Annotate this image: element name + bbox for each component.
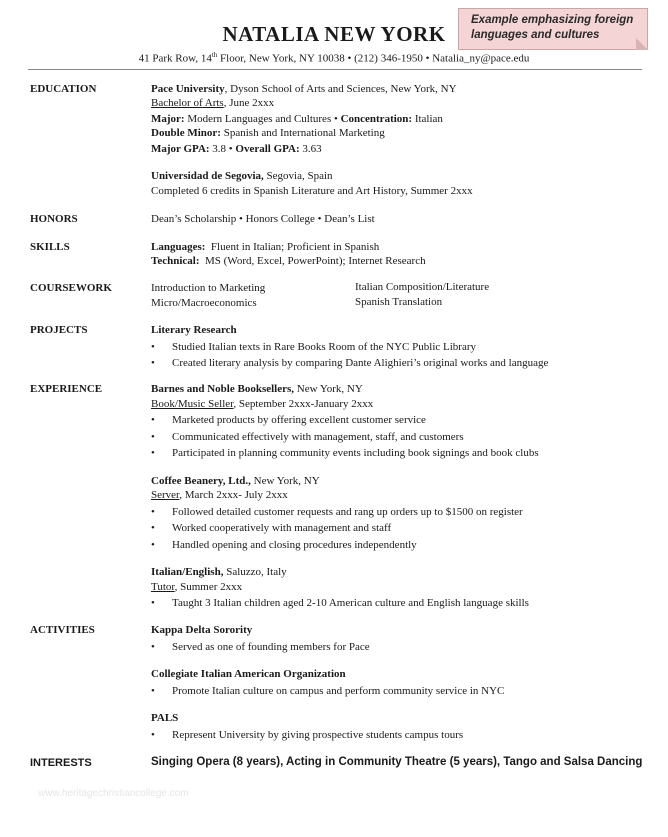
bullet: • xyxy=(151,447,155,459)
bullet: • xyxy=(151,522,155,534)
edu-ogpa-value: 3.63 xyxy=(299,143,322,155)
watermark: www.heritagechristiancollege.com xyxy=(38,788,189,799)
bullet-text: Worked cooperatively with management and staff xyxy=(172,522,392,534)
bullet-text: Followed detailed customer requests and rang up orders up to $1500 on register xyxy=(172,506,523,518)
skills-technical-label: Technical: xyxy=(151,255,200,267)
list-item xyxy=(151,684,504,698)
contact-ordinal-suffix: th xyxy=(211,51,218,59)
activity-title: PALS xyxy=(151,712,179,724)
list-item xyxy=(151,430,464,444)
job-heading xyxy=(151,474,320,488)
bullet-text: Taught 3 Italian children aged 2-10 American culture and English language skills xyxy=(172,597,529,609)
job-heading xyxy=(151,382,363,396)
job-role-line xyxy=(151,397,373,411)
edu-major-line xyxy=(151,112,443,126)
bullet: • xyxy=(151,357,155,369)
job-role: Book/Music Seller xyxy=(151,398,234,410)
bullet: • xyxy=(151,597,155,609)
course-item: Introduction to Marketing xyxy=(151,282,266,294)
job-dates: , September 2xxx-January 2xxx xyxy=(233,398,374,410)
edu-conc-label: Concentration: xyxy=(340,113,413,125)
section-interests: INTERESTS xyxy=(30,757,92,769)
skills-languages-line xyxy=(151,240,379,254)
bullet: • xyxy=(151,539,155,551)
bullet: • xyxy=(151,506,155,518)
project-title: Literary Research xyxy=(151,324,237,336)
bullet-text: Participated in planning community events including book signings and book clubs xyxy=(172,447,539,459)
edu-major-value: Modern Languages and Cultures • xyxy=(184,113,341,125)
section-honors: HONORS xyxy=(30,213,78,225)
bullet: • xyxy=(151,641,155,653)
bullet-text: Represent University by giving prospective students campus tours xyxy=(172,729,464,741)
skills-languages-label: Languages: xyxy=(151,241,206,253)
list-item xyxy=(151,521,391,535)
section-experience: EXPERIENCE xyxy=(30,383,103,395)
bullet: • xyxy=(151,341,155,353)
list-item xyxy=(151,446,539,460)
header-divider xyxy=(28,69,642,70)
edu-segovia-line xyxy=(151,169,333,183)
edu-gpa-label: Major GPA: xyxy=(151,143,210,155)
job-location: Saluzzo, Italy xyxy=(223,566,287,578)
edu-pace-line xyxy=(151,82,457,96)
bullet-text: Communicated effectively with management, staff, and customers xyxy=(172,431,464,443)
edu-ogpa-label: Overall GPA: xyxy=(235,143,300,155)
job-role: Tutor xyxy=(151,581,175,593)
job-heading xyxy=(151,565,287,579)
course-item: Italian Composition/Literature xyxy=(355,281,490,293)
edu-segovia-location: Segovia, Spain xyxy=(263,170,333,182)
bullet: • xyxy=(151,685,155,697)
bullet-text: Handled opening and closing procedures independently xyxy=(172,539,417,551)
edu-segovia-school: Universidad de Segovia, xyxy=(151,170,264,182)
bullet-text: Promote Italian culture on campus and perform community service in NYC xyxy=(172,685,505,697)
job-org: Italian/English, xyxy=(151,566,224,578)
edu-degree: Bachelor of Arts xyxy=(151,97,224,109)
job-org: Barnes and Noble Booksellers, xyxy=(151,383,295,395)
contact-line xyxy=(0,51,668,65)
list-item xyxy=(151,728,463,742)
bullet-text: Studied Italian texts in Rare Books Room of the NYC Public Library xyxy=(172,341,476,353)
contact-address-start: 41 Park Row, 14 xyxy=(138,52,212,65)
job-role-line xyxy=(151,488,288,502)
honors-text: Dean’s Scholarship • Honors College • Dean’s List xyxy=(151,213,375,225)
bullet: • xyxy=(151,431,155,443)
contact-address-rest: Floor, New York, NY 10038 • (212) 346-1950 • Natalia_ny@pace.edu xyxy=(217,52,530,65)
resume-name: NATALIA NEW YORK xyxy=(222,22,446,46)
bullet-text: Created literary analysis by comparing Dante Alighieri’s original works and language xyxy=(172,357,549,369)
job-location: New York, NY xyxy=(294,383,363,395)
edu-segovia-detail: Completed 6 credits in Spanish Literature and Art History, Summer 2xxx xyxy=(151,185,473,197)
job-role: Server xyxy=(151,489,180,501)
section-activities: ACTIVITIES xyxy=(30,624,95,636)
job-role-line xyxy=(151,580,242,594)
job-dates: , Summer 2xxx xyxy=(174,581,243,593)
bullet: • xyxy=(151,729,155,741)
list-item xyxy=(151,413,426,427)
section-projects: PROJECTS xyxy=(30,324,88,336)
section-coursework: COURSEWORK xyxy=(30,282,112,294)
edu-degree-line xyxy=(151,96,274,110)
activity-title: Collegiate Italian American Organization xyxy=(151,668,346,680)
edu-pace-location: , Dyson School of Arts and Sciences, New York, NY xyxy=(224,83,457,95)
skills-technical-line xyxy=(151,254,426,268)
activity-title: Kappa Delta Sorority xyxy=(151,624,253,636)
annotation-note-text: Example emphasizing foreign languages and cultures xyxy=(471,14,634,41)
list-item xyxy=(151,340,476,354)
list-item xyxy=(151,356,548,370)
edu-gpa-line xyxy=(151,142,322,156)
list-item xyxy=(151,640,370,654)
course-item: Spanish Translation xyxy=(355,296,443,308)
list-item xyxy=(151,538,417,552)
interests-text: Singing Opera (8 years), Acting in Community Theatre (5 years), Tango and Salsa Dancing xyxy=(151,756,643,768)
job-dates: , March 2xxx- July 2xxx xyxy=(179,489,288,501)
list-item xyxy=(151,505,523,519)
bullet-text: Served as one of founding members for Pace xyxy=(172,641,370,653)
course-item: Micro/Macroeconomics xyxy=(151,297,257,309)
section-education: EDUCATION xyxy=(30,83,97,95)
job-org: Coffee Beanery, Ltd., xyxy=(151,475,251,487)
skills-languages-value: Fluent in Italian; Proficient in Spanish xyxy=(205,241,380,253)
edu-pace-school: Pace University xyxy=(151,83,225,95)
edu-minor-label: Double Minor: xyxy=(151,127,221,139)
skills-technical-value: MS (Word, Excel, PowerPoint); Internet Research xyxy=(199,255,426,267)
job-location: New York, NY xyxy=(250,475,320,487)
list-item xyxy=(151,596,529,610)
edu-conc-value: Italian xyxy=(412,113,443,125)
section-skills: SKILLS xyxy=(30,241,70,253)
edu-gpa-value: 3.8 • xyxy=(209,143,236,155)
edu-degree-date: , June 2xxx xyxy=(223,97,275,109)
bullet-text: Marketed products by offering excellent customer service xyxy=(172,414,426,426)
edu-major-label: Major: xyxy=(151,113,185,125)
bullet: • xyxy=(151,414,155,426)
edu-minor-line xyxy=(151,126,385,140)
edu-minor-value: Spanish and International Marketing xyxy=(220,127,385,139)
